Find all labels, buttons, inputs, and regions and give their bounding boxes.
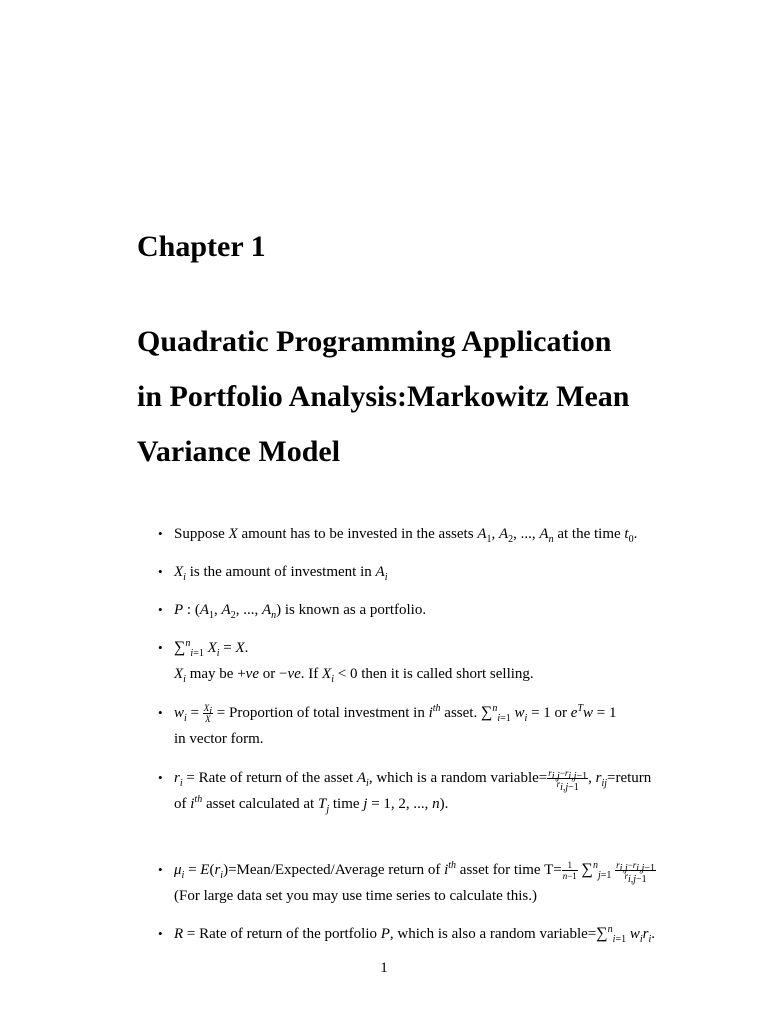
title-line-2: in Portfolio Analysis:Markowitz Mean bbox=[137, 380, 630, 413]
bullet-text: Suppose X amount has to be invested in the assets $A_1$, $A_2$, ..., $A_n$ at the time $t_0$. bbox=[174, 526, 638, 545]
bullet-text-line-2: $X_i$ may be +ve or −ve. If $X_i < 0$ then it is called short selling. bbox=[174, 666, 534, 685]
bullet-dot: • bbox=[158, 526, 163, 541]
chapter-title bbox=[137, 314, 737, 479]
fraction: $\frac{r_{i,j}-r_{i,j-1}}{r_{i,j-1}}$ bbox=[616, 860, 655, 885]
fraction: $\frac{r_{i,j}-r_{i,j-1}}{r_{i,j-1}}$ bbox=[548, 768, 588, 793]
fraction: $\frac{1}{n-1}$ bbox=[562, 860, 577, 882]
bullet-dot: • bbox=[158, 926, 163, 941]
bullet-text: R = Rate of return of the portfolio P, which is also a random variable=∑$^n_{i=1}$ $w_ir_i$. bbox=[174, 924, 655, 945]
fraction: $\frac{X_i}{X}$ bbox=[203, 703, 213, 725]
bullet-text-line-2: in vector form. bbox=[174, 731, 264, 747]
bullet-dot: • bbox=[158, 564, 163, 579]
bullet-text-line-2: (For large data set you may use time series to calculate this.) bbox=[174, 888, 537, 904]
bullet-dot: • bbox=[158, 705, 163, 720]
bullet-text-line-2: of $i^{th}$ asset calculated at $T_j$ time j = 1, 2, ..., n). bbox=[174, 794, 449, 815]
bullet-dot: • bbox=[158, 640, 163, 655]
bullet-text: $X_i$ is the amount of investment in $A_i$ bbox=[174, 564, 388, 583]
bullet-text: $w_i$ = $\frac{X_i}{X}$ = Proportion of total investment in $i^{th}$ asset. ∑$^n_{i=1}$ $w_i = 1$ or $e^Tw = 1$ bbox=[174, 703, 617, 725]
title-line-3: Variance Model bbox=[137, 435, 341, 468]
bullet-dot: • bbox=[158, 862, 163, 877]
bullet-dot: • bbox=[158, 602, 163, 617]
bullet-text: $r_i$ = Rate of return of the asset $A_i$, which is a random variable= $\frac{r_{i,j}-r_{i,j-1}}{r_{i,j-1}}$ , $r_{ij}=return$ bbox=[174, 768, 652, 793]
bullet-dot: • bbox=[158, 770, 163, 785]
chapter-heading: Chapter 1 bbox=[137, 230, 266, 263]
bullet-text: $\mu_i$ = $E(r_i)=Mean/Expected$/Average return of $i^{th}$ asset for time T= $\frac{1}{n-1}$ ∑$^n_{j=1}$ $\frac{r_{i,j}-r_{i,j-1}}{r_{i,j-1}}$ bbox=[174, 860, 655, 885]
bullet-text: ∑$^n_{i=1}$ $X_i = X$. bbox=[174, 638, 249, 659]
bullet-text: P : ($A_1$, $A_2$, ..., $A_n$) is known as a portfolio. bbox=[174, 602, 427, 621]
title-line-1: Quadratic Programming Application bbox=[137, 325, 612, 358]
page-number: 1 bbox=[380, 960, 388, 976]
